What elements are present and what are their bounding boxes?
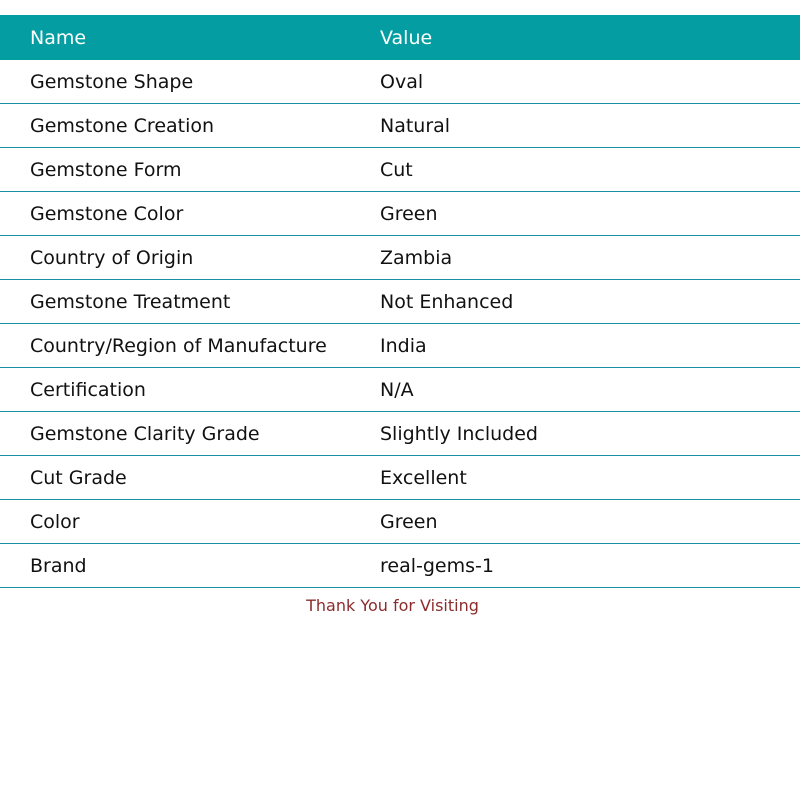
row-name-cell: Country of Origin (30, 246, 194, 269)
row-name-cell: Color (30, 510, 80, 533)
row-value-cell: real-gems-1 (380, 554, 494, 577)
row-value-cell: Cut (380, 158, 413, 181)
row-name-cell: Certification (30, 378, 146, 401)
row-value-cell: Not Enhanced (380, 290, 514, 313)
row-name-cell: Country/Region of Manufacture (30, 334, 327, 357)
table-row (0, 324, 800, 368)
row-value-cell: Slightly Included (380, 422, 538, 445)
row-value-cell: Natural (380, 114, 451, 137)
row-name-cell: Gemstone Clarity Grade (30, 422, 260, 445)
column-header-value: Value (380, 26, 433, 49)
column-header-name: Name (30, 26, 87, 49)
row-name-cell: Gemstone Form (30, 158, 182, 181)
table-row (0, 368, 800, 412)
table-row (0, 544, 800, 588)
row-value-cell: Excellent (380, 466, 467, 489)
row-name-cell: Gemstone Shape (30, 70, 194, 93)
row-value-cell: N/A (380, 378, 414, 401)
row-value-cell: Zambia (380, 246, 453, 269)
table-body (0, 60, 800, 588)
row-name-cell: Gemstone Color (30, 202, 184, 225)
thank-you-message: Thank You for Visiting (306, 596, 479, 615)
row-name-cell: Brand (30, 554, 87, 577)
table-row (0, 192, 800, 236)
table-header (0, 15, 800, 60)
row-value-cell: Oval (380, 70, 424, 93)
table-row (0, 104, 800, 148)
table-row (0, 60, 800, 104)
item-specifics-table (0, 15, 800, 588)
table-row (0, 148, 800, 192)
table-row (0, 280, 800, 324)
header-row (0, 15, 800, 60)
row-name-cell: Gemstone Treatment (30, 290, 231, 313)
row-name-cell: Gemstone Creation (30, 114, 215, 137)
table-row (0, 456, 800, 500)
row-value-cell: India (380, 334, 427, 357)
table-row (0, 412, 800, 456)
table-row (0, 500, 800, 544)
table-row (0, 236, 800, 280)
row-name-cell: Cut Grade (30, 466, 127, 489)
row-value-cell: Green (380, 510, 438, 533)
row-value-cell: Green (380, 202, 438, 225)
